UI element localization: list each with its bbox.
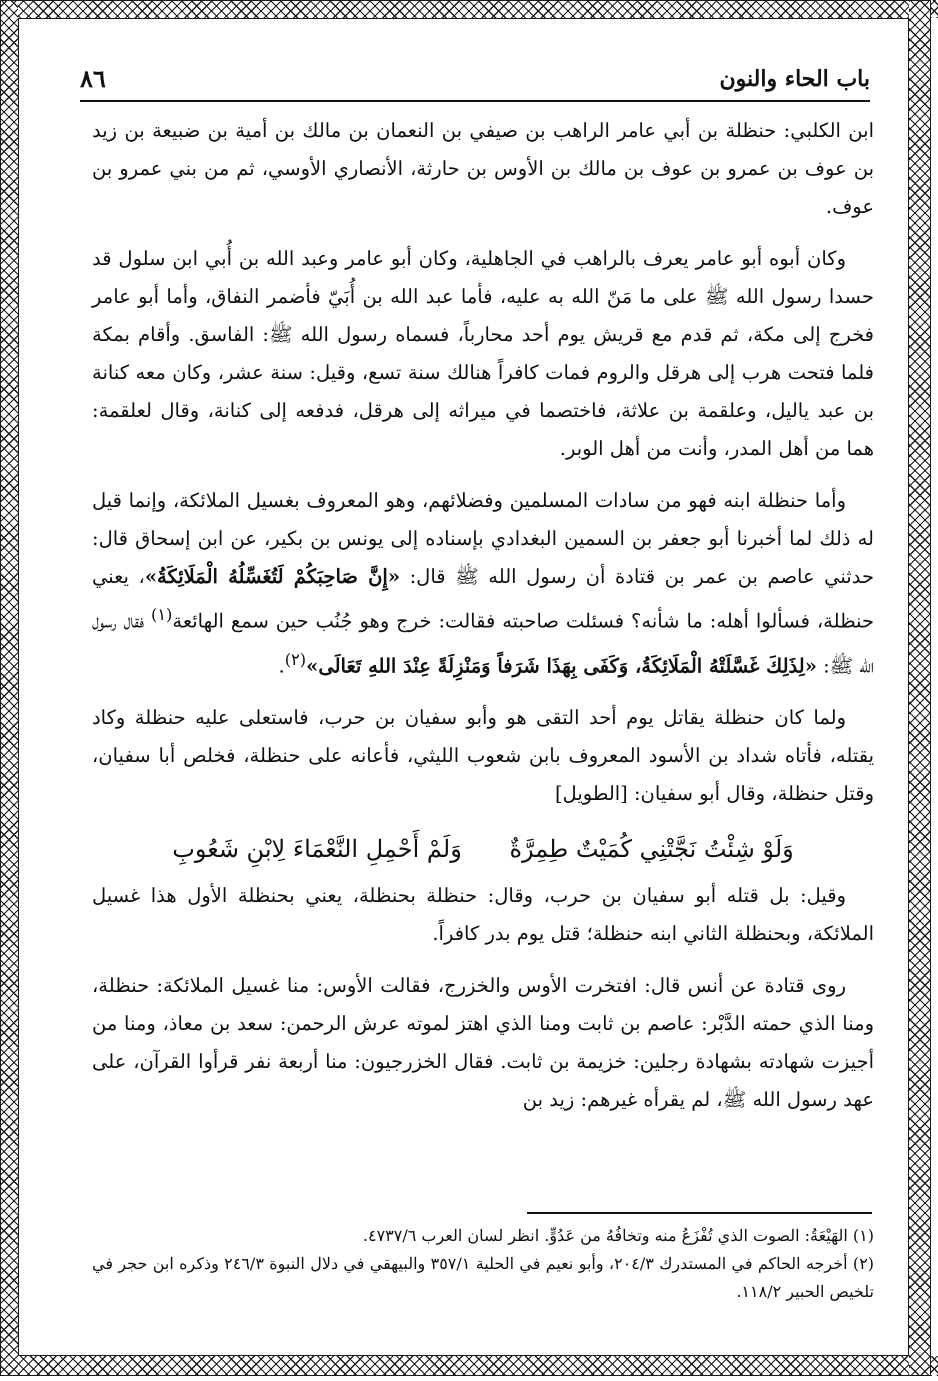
hadith-text-2: فقال رسول الله ﷺ:	[92, 609, 874, 677]
poetry-verse	[92, 827, 874, 871]
paragraph-father: وكان أبوه أبو عامر يعرف بالراهب في الجاهلية، وكان أبو عامر وعبد الله بن أُبي ابن سلول قد حسدا رسول الله ﷺ على ما مَنّ الله به عليه، فأما عبد الله بن أُبَيّ فأضمر النفاق، وأما أبو عامر فخرج إلى مكة، ثم قدم مع قريش يوم أحد محارباً، فسماه رسول الله ﷺ: الفاسق. وأقام بمكة فلما فتحت هرب إلى هرقل والروم فمات كافراً هنالك سنة تسع، وقيل: سنة عشر، وكان معه كنانة بن عبد ياليل، وعلقمة بن علاثة، فاختصما في ميراثه إلى هرقل، فدفعه إلى كنانة، وقال لعلقمة: هما من أهل المدر، وأنت من أهل الوبر.	[92, 247, 874, 460]
hadith-text-1: ، يعني حنظلة، فسألوا أهله: ما شأنه؟ فسئلت صاحبته فقالت: خرج وهو جُنُب حين سمع الهائعة	[92, 565, 874, 633]
hadith-quote-2: «لِذَلِكَ غَسَّلَتْهُ الْمَلَائِكَةُ، وَكَفَى بِهَذَا شَرَفاً وَمَنْزِلَةً عِنْدَ اللهِ تَعَالَى»	[306, 654, 817, 677]
paragraph-killer: وقيل: بل قتله أبو سفيان بن حرب، وقال: حنظلة بحنظلة، يعني بحنظلة الأول هذا غسيل الملائكة، وبحنظلة الثاني ابنه حنظلة؛ قتل يوم بدر كافراً.	[92, 884, 874, 945]
page-number: ٨٦	[80, 64, 106, 93]
chapter-title: باب الحاء والنون	[719, 66, 870, 92]
paragraph-hanzala	[92, 482, 874, 685]
footnote-ref-2[interactable]: (٢)	[284, 649, 307, 669]
page-header	[80, 60, 870, 102]
footnote-ref-1[interactable]: (١)	[150, 605, 173, 624]
paragraph-battle: ولما كان حنظلة يقاتل يوم أحد التقى هو وأبو سفيان بن حرب، فاستعلى عليه حنظلة وكاد يقتله، فأتاه شداد بن الأسود المعروف بابن شعوب الليثي، فأعانه على حنظلة، فخلص أبا سفيان، وقتل حنظلة، وقال أبو سفيان: [الطويل]	[92, 706, 874, 805]
footnote-2: (٢) أخرجه الحاكم في المستدرك ٢٠٤/٣، وأبو نعيم في الحلية ٣٥٧/١ والبيهقي في دلال النبوة ٢٤٦/٣ وذكره ابن حجر في تلخيص الحبير ١١٨/٢.	[92, 1254, 875, 1301]
hadith-end: .	[278, 654, 285, 677]
footnote-divider	[527, 1212, 872, 1214]
footnotes	[92, 1222, 874, 1306]
footnote-1: (١) الهَيْعَةُ: الصوت الذي تُفْزَعُ منه وتخافُهُ من عَدُوٍّ. انظر لسان العرب ٤٧٣٧/٦.	[362, 1226, 874, 1245]
paragraph-lineage: ابن الكلبي: حنظلة بن أبي عامر الراهب بن صيفي بن النعمان بن مالك بن أمية بن ضبيعة بن زيد بن عوف بن عمرو بن عوف بن مالك بن الأوس بن حارثة، الأنصاري الأوسي، ثم من بني عمرو بن عوف.	[92, 119, 874, 218]
paragraph-boast: روى قتادة عن أنس قال: افتخرت الأوس والخزرج، فقالت الأوس: منا غسيل الملائكة: حنظلة، ومنا الذي حمته الدَّبْر: عاصم بن ثابت ومنا الذي اهتز لموته عرش الرحمن: سعد بن معاذ، ومنا من أجيزت شهادته بشهادة رجلين: خزيمة بن ثابت. فقال الخزرجيون: منا أربعة نفر قرأوا القرآن، على عهد رسول الله ﷺ، لم يقرأه غيرهم: زيد بن	[92, 974, 874, 1111]
main-text	[92, 112, 874, 1133]
hadith-quote-1: «إِنَّ صَاحِبَكُمْ لَتُغَسِّلُهُ الْمَلَائِكَةُ»	[144, 565, 401, 588]
verse-hemistich-second: وَلَمْ أَحْمِلِ النَّعْمَاءَ لِابْنِ شَعُوبِ	[172, 835, 462, 863]
paragraph-hanzala-intro: وأما حنظلة ابنه فهو من سادات المسلمين وفضلائهم، وهو المعروف بغسيل الملائكة، وإنما قيل له ذلك لما أخبرنا أبو جعفر بن السمين البغدادي بإسناده إلى يونس بن بكير، عن ابن إسحاق قال: حدثني عاصم بن عمر بن قتادة أن رسول الله ﷺ قال:	[92, 489, 874, 588]
verse-hemistich-first: وَلَوْ شِئْتُ نَجَّتْنِي كُمَيْتٌ طِمِرَّةٌ	[509, 835, 794, 863]
